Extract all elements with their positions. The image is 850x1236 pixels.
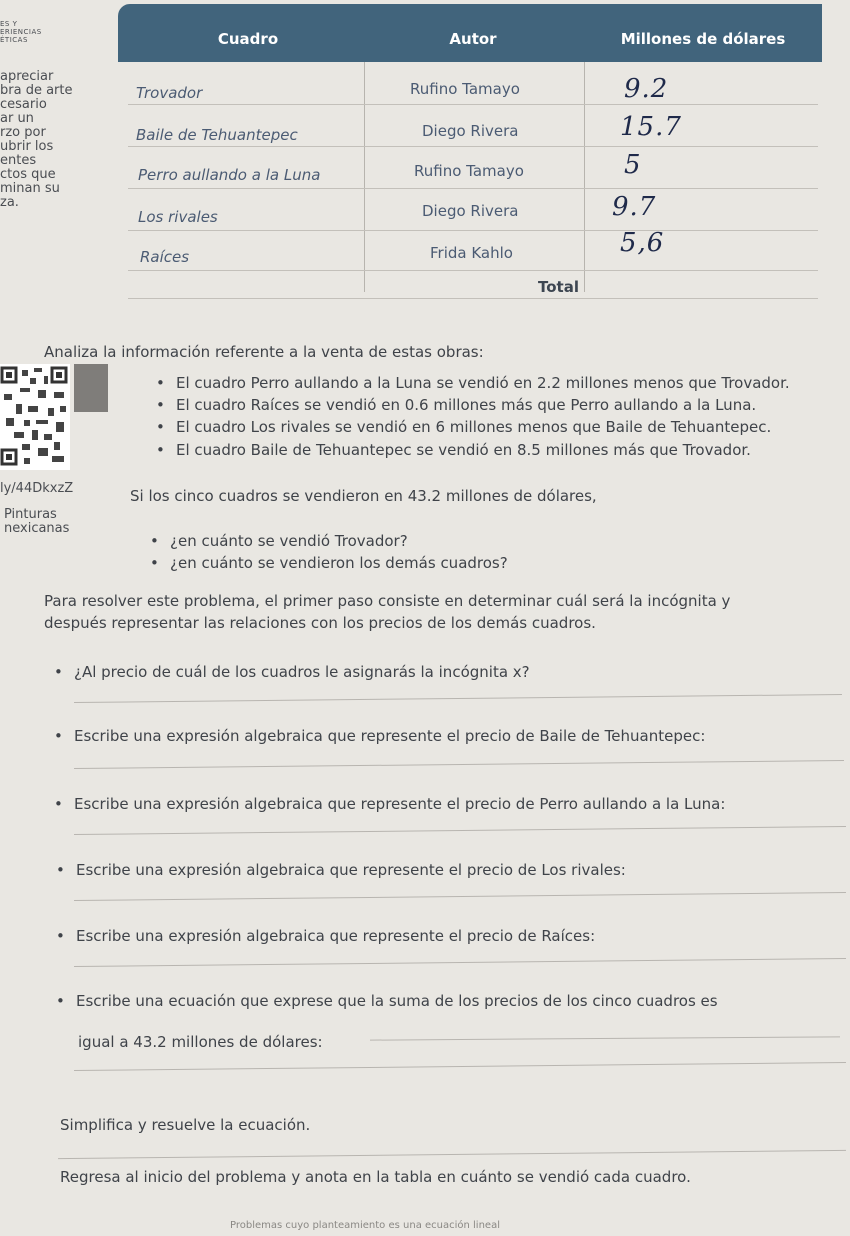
margin-link[interactable]: ly/44DkxzZ xyxy=(0,481,74,496)
row-divider xyxy=(128,298,818,299)
table-row: Trovador xyxy=(136,84,203,102)
answer-line[interactable] xyxy=(74,892,846,901)
explanation-line: después representar las relaciones con los precios de los demás cuadros. xyxy=(44,614,596,632)
table-row: Raíces xyxy=(140,248,190,266)
total-label: Total xyxy=(538,278,579,296)
table-cell-autor: Diego Rivera xyxy=(422,122,519,140)
return-note: Regresa al inicio del problema y anota en la tabla en cuánto se vendió cada cuadro. xyxy=(60,1168,691,1186)
row-divider xyxy=(128,188,818,189)
intro-text: Analiza la información referente a la venta de estas obras: xyxy=(44,343,484,361)
row-divider xyxy=(128,270,818,271)
task-continuation: igual a 43.2 millones de dólares: xyxy=(78,1033,323,1051)
row-divider xyxy=(128,104,818,105)
fact-item: • El cuadro Perro aullando a la Luna se vendió en 2.2 millones menos que Trovador. xyxy=(176,374,790,392)
header-millones: Millones de dólares xyxy=(620,30,786,48)
task-item: • Escribe una ecuación que exprese que la suma de los precios de los cinco cuadros es xyxy=(76,992,718,1010)
explanation-line: Para resolver este problema, el primer paso consiste en determinar cuál será la incógnita y xyxy=(44,592,731,610)
task-item: • Escribe una expresión algebraica que represente el precio de Baile de Tehuantepec: xyxy=(74,727,705,745)
table-row: Baile de Tehuantepec xyxy=(136,126,298,144)
question-item: • ¿en cuánto se vendieron los demás cuadros? xyxy=(170,554,508,572)
handwritten-value[interactable]: 15.7 xyxy=(620,112,682,142)
sales-table xyxy=(118,4,822,300)
table-cell-autor: Diego Rivera xyxy=(422,202,519,220)
qr-code-icon[interactable] xyxy=(0,364,70,470)
answer-line[interactable] xyxy=(74,958,846,967)
fact-item: • El cuadro Baile de Tehuantepec se vendió en 8.5 millones más que Trovador. xyxy=(176,441,751,459)
task-item: • Escribe una expresión algebraica que represente el precio de Los rivales: xyxy=(76,861,626,879)
handwritten-value[interactable]: 9.2 xyxy=(624,74,669,104)
margin-caption: Pinturas nexicanas xyxy=(4,507,70,536)
decorative-square xyxy=(74,364,108,412)
answer-line[interactable] xyxy=(74,826,846,835)
margin-text: apreciar bra de arte cesario ar un rzo por ubrir los entes ctos que minan su za. xyxy=(0,69,73,210)
table-cell-autor: Rufino Tamayo xyxy=(414,162,524,180)
condition-text: Si los cinco cuadros se vendieron en 43.2 millones de dólares, xyxy=(130,487,597,505)
simplify-text: Simplifica y resuelve la ecuación. xyxy=(60,1116,311,1134)
fact-item: • El cuadro Raíces se vendió en 0.6 millones más que Perro aullando a la Luna. xyxy=(176,396,756,414)
column-divider xyxy=(364,62,365,292)
question-item: • ¿en cuánto se vendió Trovador? xyxy=(170,532,408,550)
row-divider xyxy=(128,230,818,231)
column-divider xyxy=(584,62,585,292)
answer-line[interactable] xyxy=(74,760,844,769)
answer-line[interactable] xyxy=(74,694,842,703)
footer-text: Problemas cuyo planteamiento es una ecuación lineal xyxy=(230,1220,500,1231)
header-cuadro: Cuadro xyxy=(217,30,279,48)
table-cell-autor: Frida Kahlo xyxy=(430,244,513,262)
handwritten-value[interactable]: 5,6 xyxy=(620,228,665,258)
handwritten-value[interactable]: 9.7 xyxy=(612,192,657,222)
table-row: Perro aullando a la Luna xyxy=(138,166,321,184)
row-divider xyxy=(128,146,818,147)
answer-line[interactable] xyxy=(58,1150,846,1159)
fact-item: • El cuadro Los rivales se vendió en 6 millones menos que Baile de Tehuantepec. xyxy=(176,418,771,436)
handwritten-value[interactable]: 5 xyxy=(624,150,642,180)
task-item: • Escribe una expresión algebraica que represente el precio de Perro aullando a la Luna: xyxy=(74,795,725,813)
task-item: • ¿Al precio de cuál de los cuadros le asignarás la incógnita x? xyxy=(74,663,530,681)
margin-header: ES Y ERIENCIAS ÉTICAS xyxy=(0,20,42,44)
table-row: Los rivales xyxy=(138,208,218,226)
header-autor: Autor xyxy=(449,30,497,48)
answer-line[interactable] xyxy=(74,1062,846,1071)
task-item: • Escribe una expresión algebraica que represente el precio de Raíces: xyxy=(76,927,595,945)
answer-line[interactable] xyxy=(370,1036,840,1040)
table-cell-autor: Rufino Tamayo xyxy=(410,80,520,98)
